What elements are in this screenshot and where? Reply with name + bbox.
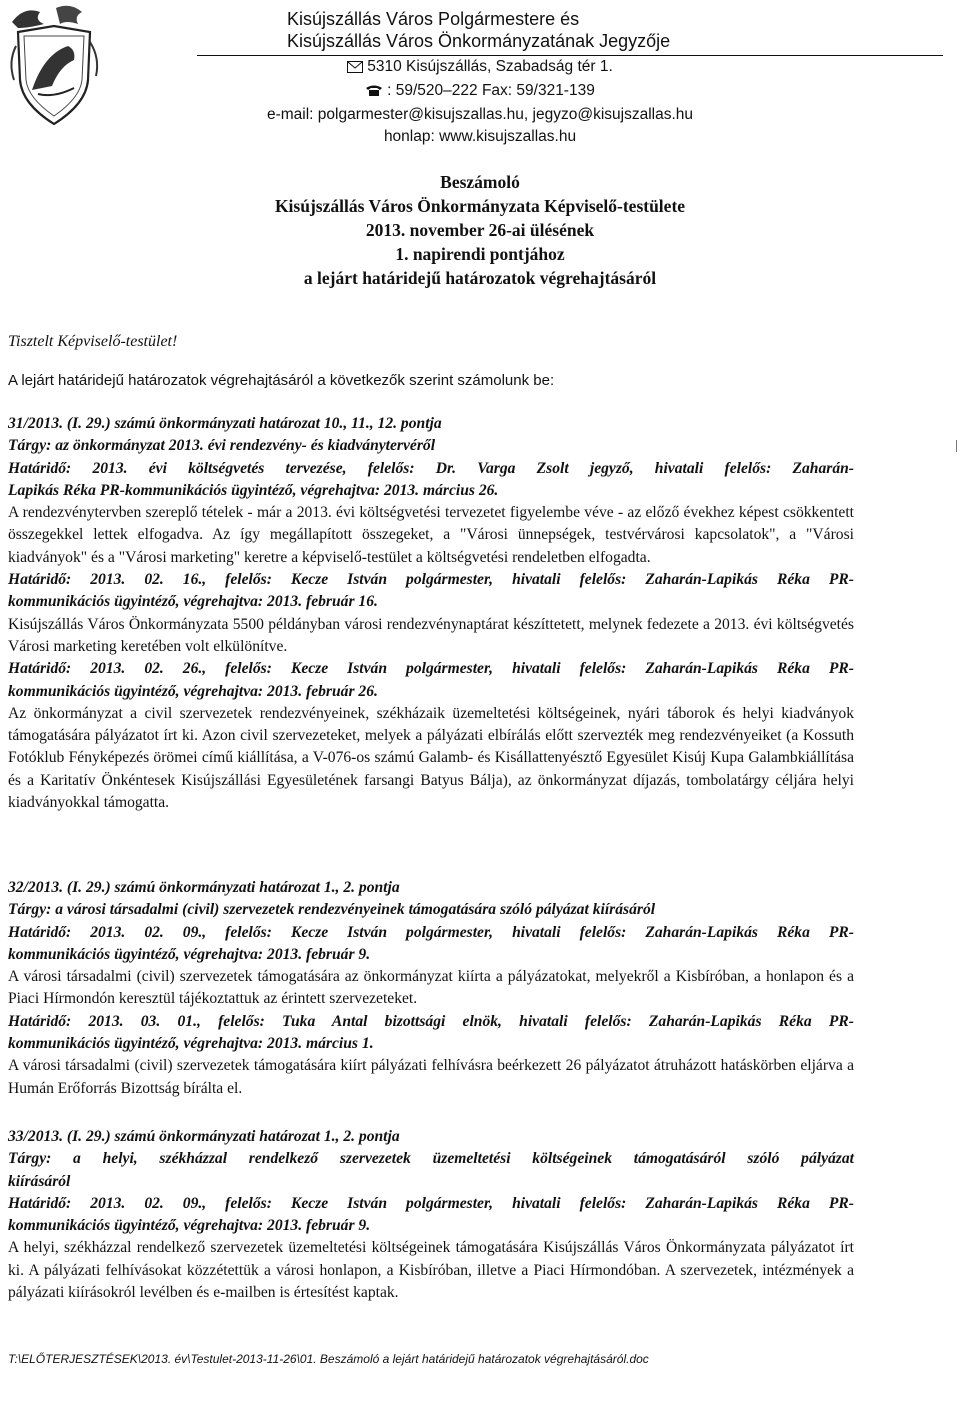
resolution-reference: 32/2013. (I. 29.) számú önkormányzati határozat 1., 2. pontja xyxy=(8,879,400,896)
deadline-line: Határidő: 2013. 02. 26., felelős: Kecze István polgármester, hivatali felelős: Zaharán-Lapikás Réka PR- xyxy=(8,660,854,678)
resolution-subject: Tárgy: a helyi, székházzal rendelkező szervezetek üzemeltetési költségeinek támogatásáról szóló pályázat xyxy=(8,1150,854,1168)
resolution-subject: Tárgy: a városi társadalmi (civil) szervezetek rendezvényeinek támogatására szóló pályázat kiírásáról xyxy=(8,901,656,919)
deadline-line: kommunikációs ügyintéző, végrehajtva: 2013. február 26. xyxy=(8,682,378,700)
report-title: Beszámoló xyxy=(440,172,520,192)
implementation-text: A rendezvénytervben szereplő tételek - már a 2013. évi költségvetési tervezetet figyelembe véve - az előző évekhez képest csökkentett összegekkel lettek elfogadva. Az így megállapított összegeket, a "Városi ünnepségek, testvérvárosi kapcsolatok", a "Városi kiadványok" és a "Városi marketing" keretre a képviselő-testület a költségvetési rendeletben elfogadta. xyxy=(8,504,854,566)
resolution-subject: kiírásáról xyxy=(8,1172,71,1190)
telephone-icon xyxy=(365,82,383,104)
implementation-text: A városi társadalmi (civil) szervezetek támogatására kiírt pályázati felhívásra beérkezett 26 pályázatot átruházott hatáskörben eljárva a Humán Erőforrás Bizottság bírálta el. xyxy=(8,1057,854,1097)
report-body-name: Kisújszállás Város Önkormányzata Képviselő-testülete xyxy=(274,196,686,216)
deadline-line: kommunikációs ügyintéző, végrehajtva: 2013. február 9. xyxy=(8,945,371,963)
email-line: e-mail: polgarmester@kisujszallas.hu, jegyzo@kisujszallas.hu xyxy=(266,106,694,123)
section-33-2013 xyxy=(8,1126,854,1304)
implementation-text: A városi társadalmi (civil) szervezetek támogatására az önkormányzat kiírta a pályázatokat, melyekről a Kisbíróban, a honlapon és a Piaci Hírmondón keresztül tájékoztattuk az érintett szervezeteket. xyxy=(8,968,854,1008)
phone-fax-line xyxy=(0,80,960,104)
report-subject: a lejárt határidejű határozatok végrehajtásáról xyxy=(303,268,657,288)
section-31-2013 xyxy=(8,413,854,814)
resolution-reference: 33/2013. (I. 29.) számú önkormányzati határozat 1., 2. pontja xyxy=(8,1128,400,1145)
section-32-2013 xyxy=(8,877,854,1100)
implementation-text: A helyi, székházzal rendelkező szervezetek üzemeltetési költségeinek támogatására Kisújszállás Város Önkormányzata pályázatot írt ki. A pályázati felhívásokat közzétettük a városi honlapon, a Kisbíróban, illetve a Piaci Hírmondóban. A szervezetek, intézmények a pályázati kiírásokról levélben és e-mailben is értesítést kaptak. xyxy=(8,1239,854,1302)
deadline-line: Határidő: 2013. 02. 09., felelős: Kecze István polgármester, hivatali felelős: Zaharán-Lapikás Réka PR- xyxy=(8,923,854,941)
deadline-line: Határidő: 2013. 02. 09., felelős: Kecze István polgármester, hivatali felelős: Zaharán-Lapikás Réka PR- xyxy=(8,1194,854,1212)
report-agenda-item: 1. napirendi pontjához xyxy=(395,244,565,264)
address-text: 5310 Kisújszállás, Szabadság tér 1. xyxy=(367,58,613,75)
resolution-reference: 31/2013. (I. 29.) számú önkormányzati határozat 10., 11., 12. pontja xyxy=(8,415,442,432)
address-line xyxy=(0,56,960,80)
letterhead xyxy=(0,8,960,148)
deadline-line: Határidő: 2013. 02. 16., felelős: Kecze István polgármester, hivatali felelős: Zaharán-Lapikás Réka PR- xyxy=(8,571,854,589)
deadline-line: kommunikációs ügyintéző, végrehajtva: 2013. február 9. xyxy=(8,1217,371,1235)
implementation-text: Kisújszállás Város Önkormányzata 5500 példányban városi rendezvénynaptárat készíttetett, melynek fedezete a 2013. évi költségvetés Városi marketing keretében volt elkülönítve. xyxy=(8,615,854,655)
deadline-line: kommunikációs ügyintéző, végrehajtva: 2013. február 16. xyxy=(8,593,378,611)
deadline-line: Határidő: 2013. évi költségvetés tervezése, felelős: Dr. Varga Zsolt jegyző, hivatali felelős: Zaharán- xyxy=(8,459,854,477)
salutation: Tisztelt Képviselő-testület! xyxy=(8,333,178,350)
website-line: honlap: www.kisujszallas.hu xyxy=(383,128,577,145)
file-path-footer: T:\ELŐTERJESZTÉSEK\2013. év\Testulet-2013-11-26\01. Beszámoló a lejárt határidejű határozatok végrehajtásáról.doc xyxy=(8,1352,649,1366)
authority-title-line1: Kisújszállás Város Polgármestere és xyxy=(287,9,580,29)
margin-mark xyxy=(956,440,957,452)
mail-icon xyxy=(347,58,363,80)
deadline-line: Lapikás Réka PR-kommunikációs ügyintéző, végrehajtva: 2013. március 26. xyxy=(8,481,499,499)
phone-fax-text: : 59/520–222 Fax: 59/321-139 xyxy=(387,82,595,99)
authority-title-line2: Kisújszállás Város Önkormányzatának Jegyzője xyxy=(287,31,671,51)
implementation-text: Az önkormányzat a civil szervezetek rendezvényeinek, székházaik üzemeltetési költségeinek, nyári táborok és helyi kiadványok támogatására pályázatot írt ki. Azon civil szervezeteket, melyek a pályázati elbírálás előtt szervezték meg rendezvényeiket (a Kossuth Fotóklub Fényképezés örömei című kiállítása, a V-076-os számú Galamb- és Kisállattenyésztő Egyesület Kisúj Kupa Galambkiállítása és a Karitatív Önkéntesek Kisújszállási Egyesületének farsangi Batyus Bálja), az önkormányzat díjazás, tombolatárgy céljára helyi kiadványokkal támogatta. xyxy=(8,704,854,812)
deadline-line: Határidő: 2013. 03. 01., felelős: Tuka Antal bizottsági elnök, hivatali felelős: Zaharán-Lapikás Réka PR- xyxy=(8,1012,854,1030)
report-heading xyxy=(0,170,960,290)
report-session-date: 2013. november 26-ai ülésének xyxy=(365,220,595,240)
resolution-subject: Tárgy: az önkormányzat 2013. évi rendezvény- és kiadványtervéről xyxy=(8,437,436,455)
intro-text: A lejárt határidejű határozatok végrehajtásáról a következők szerint számolunk be: xyxy=(8,372,555,389)
deadline-line: kommunikációs ügyintéző, végrehajtva: 2013. március 1. xyxy=(8,1035,374,1053)
